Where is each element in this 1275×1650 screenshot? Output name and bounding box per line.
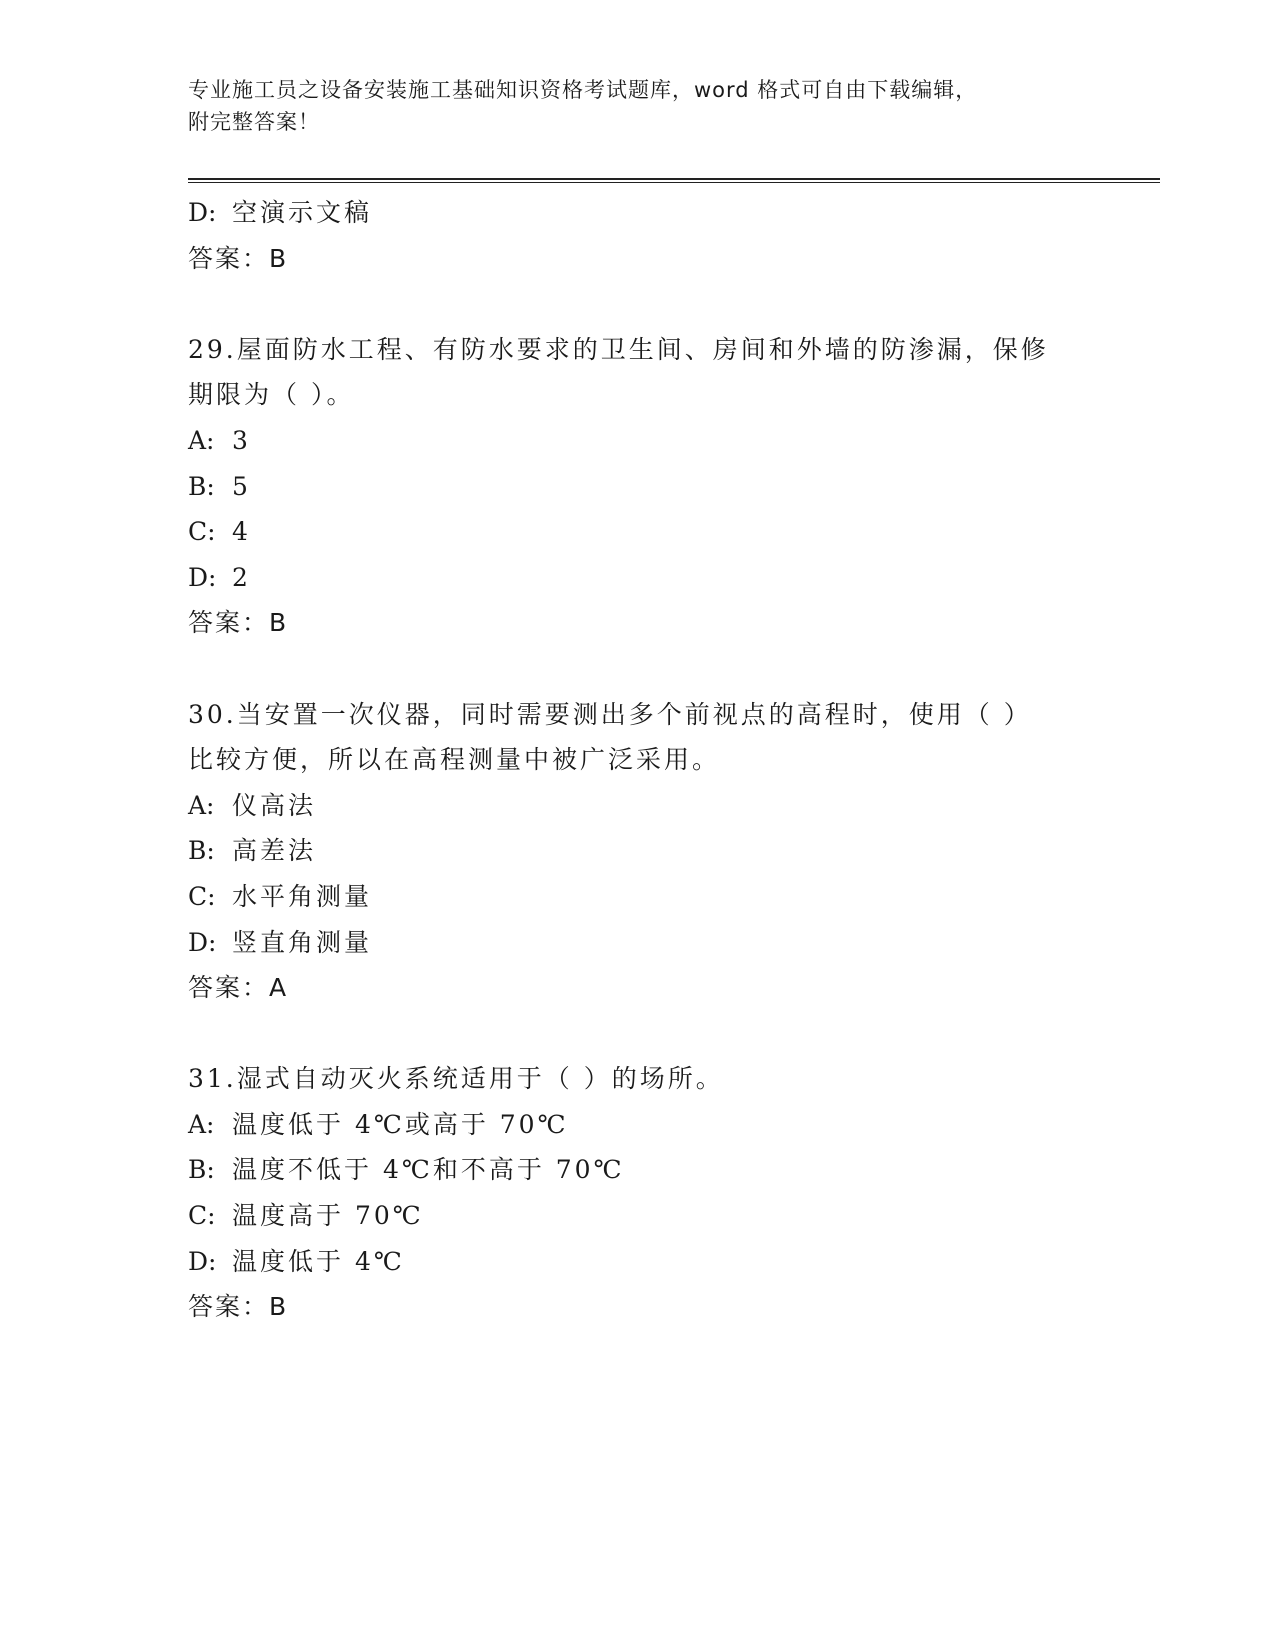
answer-line bbox=[188, 600, 1108, 646]
header-title-line2: 附完整答案！ bbox=[188, 110, 320, 134]
question-stem: 29.屋面防水工程、有防水要求的卫生间、房间和外墙的防渗漏，保修 bbox=[188, 334, 1049, 364]
option-text: 仪高法 bbox=[232, 790, 317, 820]
option-a bbox=[188, 783, 1108, 829]
option-key: D: bbox=[188, 198, 217, 227]
question-list bbox=[188, 190, 1108, 1330]
answer-line bbox=[188, 965, 1108, 1011]
option-key: B: bbox=[188, 1155, 215, 1185]
option-text: 空演示文稿 bbox=[232, 198, 373, 227]
answer-value: B bbox=[269, 608, 288, 638]
option-d bbox=[188, 555, 1108, 601]
answer-value: A bbox=[269, 973, 288, 1003]
option-text: 3 bbox=[232, 425, 251, 455]
option-text: 2 bbox=[232, 562, 251, 592]
option-key: D: bbox=[188, 562, 217, 592]
answer-line bbox=[188, 1284, 1108, 1330]
spacer bbox=[188, 1011, 1108, 1057]
option-key: B: bbox=[188, 471, 215, 501]
option-text: 温度高于 70℃ bbox=[232, 1201, 424, 1231]
option-text: 温度不低于 4℃和不高于 70℃ bbox=[232, 1155, 625, 1185]
option-d bbox=[188, 920, 1108, 966]
option-key: D: bbox=[188, 927, 217, 957]
option-key: D: bbox=[188, 1246, 217, 1276]
option-text: 竖直角测量 bbox=[232, 927, 373, 957]
answer-value: B bbox=[269, 243, 288, 273]
option-key: C: bbox=[188, 517, 216, 547]
answer-value: B bbox=[269, 1292, 288, 1322]
option-text: 温度低于 4℃ bbox=[232, 1246, 405, 1276]
spacer bbox=[188, 281, 1108, 327]
option-a bbox=[188, 418, 1108, 464]
option-text: 水平角测量 bbox=[232, 881, 373, 911]
question-30 bbox=[188, 692, 1108, 1011]
option-key: A: bbox=[188, 425, 215, 455]
option-c bbox=[188, 1193, 1108, 1239]
question-29 bbox=[188, 327, 1108, 646]
answer-label: 答案： bbox=[188, 243, 270, 273]
answer-label: 答案： bbox=[188, 973, 270, 1003]
answer-label: 答案： bbox=[188, 608, 270, 638]
question-stem-cont: 比较方便，所以在高程测量中被广泛采用。 bbox=[188, 745, 721, 775]
answer-line bbox=[188, 236, 1108, 282]
option-b bbox=[188, 464, 1108, 510]
header-title-line1: 专业施工员之设备安装施工基础知识资格考试题库，word 格式可自由下载编辑， bbox=[188, 78, 978, 102]
question-stem: 30.当安置一次仪器，同时需要测出多个前视点的高程时，使用（ ） bbox=[188, 699, 1032, 729]
question-31 bbox=[188, 1056, 1108, 1330]
option-key: C: bbox=[188, 881, 216, 911]
answer-label: 答案： bbox=[188, 1292, 270, 1322]
option-b bbox=[188, 1147, 1108, 1193]
option-text: 4 bbox=[232, 517, 251, 547]
page-header bbox=[188, 74, 1068, 138]
option-key: A: bbox=[188, 1109, 215, 1139]
option-key: A: bbox=[188, 790, 215, 820]
option-c bbox=[188, 874, 1108, 920]
spacer bbox=[188, 646, 1108, 692]
option-text: 5 bbox=[232, 471, 251, 501]
option-key: C: bbox=[188, 1201, 216, 1231]
question-stem: 31.湿式自动灭火系统适用于（ ）的场所。 bbox=[188, 1064, 724, 1094]
option-text: 温度低于 4℃或高于 70℃ bbox=[232, 1109, 569, 1139]
option-text: 高差法 bbox=[232, 836, 317, 866]
option-d bbox=[188, 1239, 1108, 1285]
option-b bbox=[188, 828, 1108, 874]
option-c bbox=[188, 509, 1108, 555]
option-key: B: bbox=[188, 836, 215, 866]
question-stem-cont: 期限为（ ）。 bbox=[188, 380, 355, 410]
option-d bbox=[188, 190, 1108, 236]
option-a bbox=[188, 1102, 1108, 1148]
header-double-rule bbox=[188, 178, 1160, 183]
